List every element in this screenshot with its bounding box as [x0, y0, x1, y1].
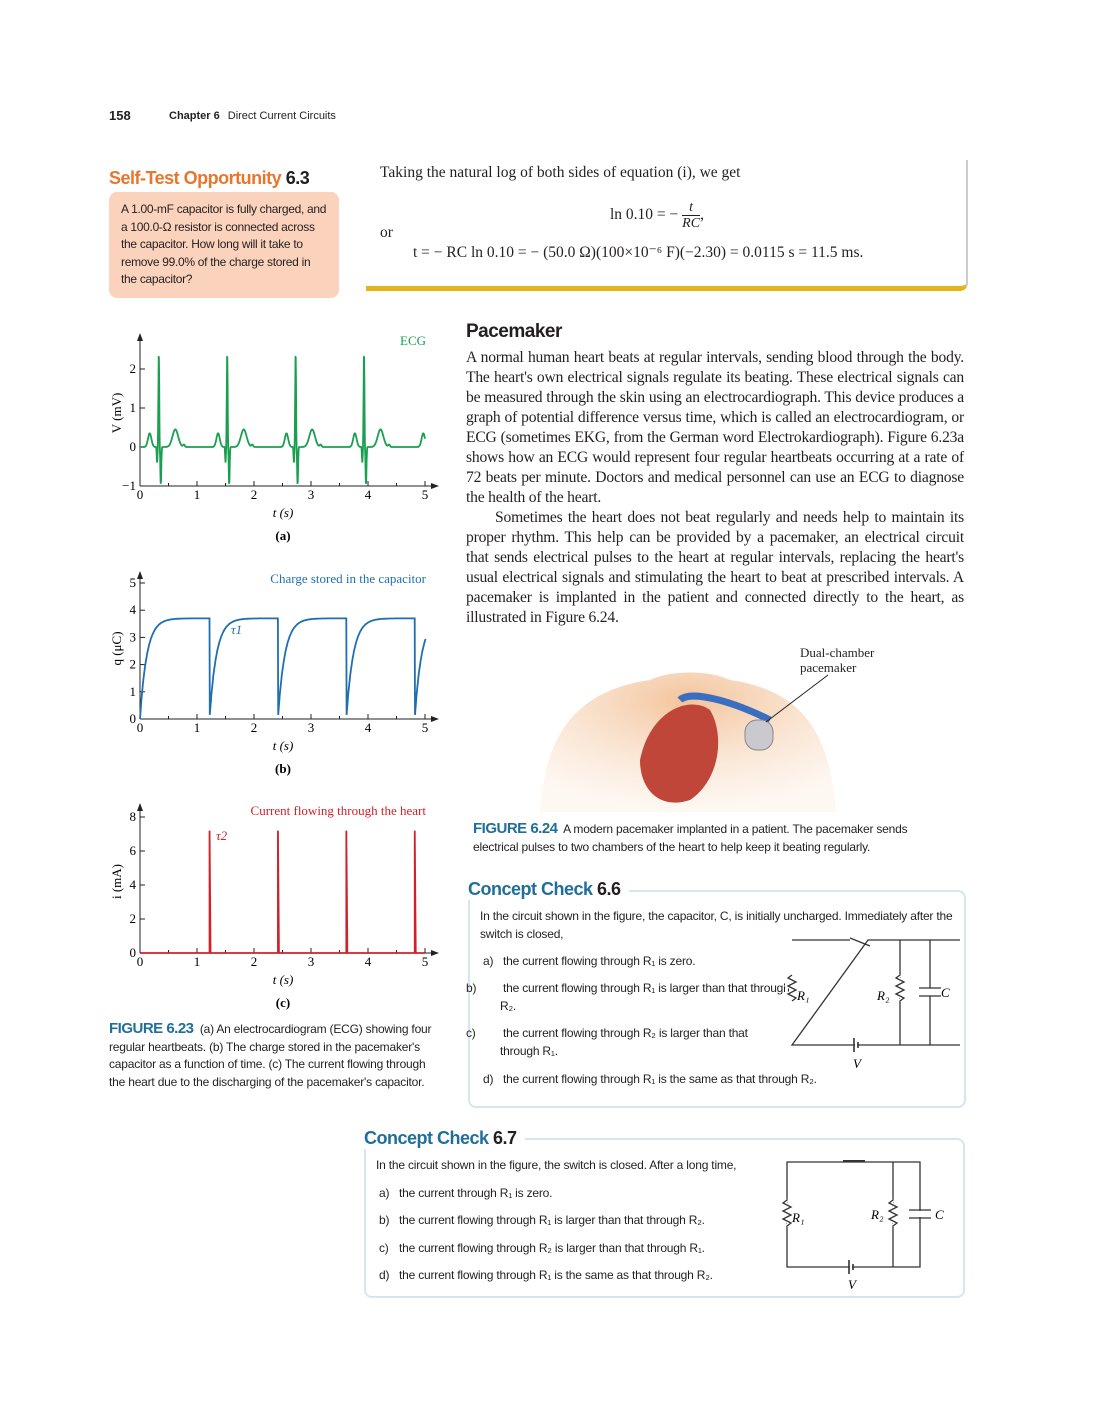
x-tick-label: 5: [421, 720, 429, 735]
x-tick-label: 1: [193, 954, 201, 969]
y-tick-label: 6: [129, 843, 136, 858]
y-tick-label: 3: [129, 629, 136, 645]
chapter-title: Direct Current Circuits: [227, 110, 336, 122]
concept-check-6-7-title: [364, 1128, 525, 1149]
v-label: V: [848, 1277, 856, 1292]
question-text: In the circuit shown in the figure, the capacitor, C, is initially uncharged. Immediately after the switch is closed,: [480, 909, 953, 941]
eq1-end: ,: [700, 206, 704, 224]
option-letter: b): [379, 1213, 390, 1227]
figure-label: FIGURE 6.24: [473, 820, 558, 837]
option-text: the current flowing through R₂ is larger than that through R₁.: [500, 1026, 748, 1058]
data-curve: [140, 831, 425, 953]
equation-2: t = − RC ln 0.10 = − (50.0 Ω)(100×10⁻⁶ F)(−2.30) = 0.0115 s = 11.5 ms.: [413, 244, 864, 261]
figure-caption-text: (a) An electrocardiogram (ECG) showing four regular heartbeats. (b) The charge stored in the pacemaker's capacitor as a function of time. (c) The current flowing through the heart due to the discharging of the pacemaker's capacitor.: [109, 1022, 432, 1089]
concept-check-6-6-title: [468, 879, 629, 900]
figure-caption-text: A modern pacemaker implanted in a patient. The pacemaker sends electrical pulses to two chambers of the heart to help keep it beating regularly.: [473, 822, 908, 854]
y-tick-label: 0: [129, 711, 136, 726]
panel-label: (c): [275, 995, 291, 1010]
chart-title: ECG: [400, 333, 426, 348]
self-test-number: 6.3: [285, 168, 310, 188]
x-tick-label: 0: [136, 487, 144, 502]
option-letter: d): [379, 1268, 390, 1282]
option-letter: d): [483, 1072, 494, 1086]
pacemaker-device: [745, 720, 773, 750]
x-tick-label: 1: [193, 487, 201, 502]
y-tick-label: 0: [129, 439, 136, 454]
y-tick-label: 4: [129, 877, 136, 892]
option-b[interactable]: [466, 980, 790, 1015]
option-a[interactable]: [483, 953, 695, 971]
panel-label: (b): [275, 761, 291, 776]
tau2-annotation: τ2: [216, 828, 228, 843]
option-text: the current flowing through R₁ is zero.: [503, 954, 696, 968]
x-axis-label: t (s): [272, 972, 294, 987]
option-text: the current flowing through R₁ is larger than that through R₂.: [500, 981, 790, 1013]
y-tick-label: 1: [129, 683, 136, 699]
cc-label: Concept Check: [364, 1128, 489, 1148]
option-b[interactable]: [379, 1212, 705, 1230]
capacitor-gap: [918, 1211, 922, 1217]
capacitor-gap: [928, 989, 932, 995]
chart-title: Charge stored in the capacitor: [270, 571, 426, 586]
y-tick-label: 1: [129, 400, 136, 415]
solution-intro: Taking the natural log of both sides of equation (i), we get: [380, 164, 741, 181]
y-tick-label: 0: [129, 945, 136, 960]
x-tick-label: 0: [136, 954, 144, 969]
x-tick-label: 4: [364, 720, 372, 735]
option-letter: b): [466, 981, 477, 995]
figure-6-23-charts: [0, 0, 460, 1025]
y-axis-arrow: [137, 333, 143, 341]
y-axis-arrow: [137, 803, 143, 811]
y-tick-label: −1: [122, 478, 136, 493]
option-letter: a): [483, 954, 494, 968]
or-text: or: [380, 224, 393, 241]
r2-label: R₂: [871, 1207, 884, 1222]
eq1-num: t: [682, 200, 700, 216]
c-label: C: [941, 985, 950, 1000]
r1-label: R₁: [792, 1210, 805, 1225]
x-axis-label: t (s): [272, 505, 294, 520]
battery-gap: [855, 1042, 857, 1048]
x-tick-label: 5: [421, 487, 429, 502]
option-text: the current flowing through R₁ is the same as that through R₂.: [503, 1072, 817, 1086]
r1-label: R₁: [797, 988, 810, 1003]
chapter-label: Chapter 6: [169, 110, 220, 122]
paragraph-2: Sometimes the heart does not beat regularly and needs help to maintain its proper rhythm. This help can be provided by a pacemaker, an electrical circuit that sends electrical pulses to the heart at regular intervals, replacing the heart's usual electrical signals and stimulating the heart to beat at prescribed intervals. A pacemaker is implanted in the patient and connected directly to the heart, as illustrated in Figure 6.24.: [466, 509, 964, 626]
paragraph-1: A normal human heart beats at regular intervals, sending blood through the body. The heart's own electrical signals regulate its beating. These electrical signals can be measured through the skin using an electrocardiograph. This device produces a graph of potential difference versus time, which is called an electrocardiogram, or ECG (sometimes EKG, from the German word Electrokardiograph). Figure 6.23a shows how an ECG would represent four regular heartbeats occurring at a rate of 72 beats per minute. Doctors and medical personnel can use an ECG to diagnose the health of the heart.: [466, 349, 964, 506]
y-axis-label: V (mV): [109, 392, 124, 434]
option-text: the current through R₁ is zero.: [399, 1186, 553, 1200]
v-label: V: [853, 1056, 861, 1071]
option-d[interactable]: [483, 1071, 817, 1089]
x-tick-label: 4: [364, 954, 372, 969]
figure-6-24-caption: [473, 820, 953, 856]
figure-label: FIGURE 6.23: [109, 1020, 194, 1037]
y-tick-label: 4: [129, 602, 136, 618]
x-tick-label: 1: [193, 720, 201, 735]
x-tick-label: 4: [364, 487, 372, 502]
self-test-box: A 1.00-mF capacitor is fully charged, and a 100.0-Ω resistor is connected across the capacitor. How long will it take to remove 99.0% of the charge stored in the capacitor?: [109, 192, 339, 298]
x-tick-label: 2: [250, 720, 258, 735]
option-text: the current flowing through R₁ is the same as that through R₂.: [399, 1268, 713, 1282]
circuit-diagram-6-6: [780, 930, 960, 1075]
x-tick-label: 5: [421, 954, 429, 969]
page-number: 158: [109, 108, 131, 123]
chart-title: Current flowing through the heart: [250, 803, 426, 818]
charts-svg: [0, 0, 460, 1020]
data-curve: [140, 357, 425, 484]
y-axis-arrow: [137, 571, 143, 579]
y-axis-label: i (mA): [109, 863, 124, 900]
data-curve: [140, 618, 426, 719]
x-tick-label: 0: [136, 720, 144, 735]
panel-label: (a): [275, 528, 291, 543]
x-axis-arrow: [431, 716, 439, 722]
option-d[interactable]: [379, 1267, 713, 1285]
x-tick-label: 3: [307, 954, 315, 969]
circuit-wires: [792, 940, 960, 1045]
option-letter: a): [379, 1186, 390, 1200]
equation-1: [610, 200, 704, 231]
y-tick-label: 8: [129, 809, 136, 824]
y-axis-label: q (μC): [109, 631, 124, 666]
battery-gap: [850, 1264, 852, 1270]
c-label: C: [935, 1207, 944, 1222]
option-text: the current flowing through R₂ is larger than that through R₁.: [399, 1241, 705, 1255]
x-tick-label: 3: [307, 720, 315, 735]
figure-6-23-caption: [109, 1020, 441, 1091]
x-tick-label: 2: [250, 954, 258, 969]
r2-label: R₂: [877, 988, 890, 1003]
eq1-den: RC: [682, 216, 701, 231]
pacemaker-label: Dual-chamber pacemaker: [800, 645, 875, 675]
option-letter: c): [466, 1026, 476, 1040]
x-axis-arrow: [431, 483, 439, 489]
eq1-left: ln 0.10 = −: [610, 206, 679, 224]
option-c[interactable]: [466, 1025, 790, 1060]
eq1-fraction: [682, 200, 700, 231]
y-tick-label: 2: [129, 656, 136, 672]
x-tick-label: 3: [307, 487, 315, 502]
option-a[interactable]: [379, 1185, 552, 1203]
y-tick-label: 5: [129, 575, 136, 590]
pacemaker-illustration: [540, 640, 836, 812]
option-text: the current flowing through R₁ is larger than that through R₂.: [399, 1213, 705, 1227]
section-heading: Pacemaker: [466, 321, 562, 342]
cc-number: 6.7: [493, 1128, 517, 1148]
option-letter: c): [379, 1241, 389, 1255]
option-c[interactable]: [379, 1240, 705, 1258]
y-tick-label: 2: [129, 911, 136, 926]
x-tick-label: 2: [250, 487, 258, 502]
cc-number: 6.6: [597, 879, 621, 899]
circuit-diagram-6-7: [775, 1152, 955, 1297]
tau1-annotation: τ1: [231, 622, 243, 637]
x-axis-arrow: [431, 950, 439, 956]
y-tick-label: 2: [129, 361, 136, 376]
cc-label: Concept Check: [468, 879, 593, 899]
self-test-label: Self-Test Opportunity: [109, 168, 282, 188]
question-text: In the circuit shown in the figure, the switch is closed. After a long time,: [376, 1158, 737, 1172]
body-text: [466, 348, 964, 628]
x-axis-label: t (s): [272, 738, 294, 753]
